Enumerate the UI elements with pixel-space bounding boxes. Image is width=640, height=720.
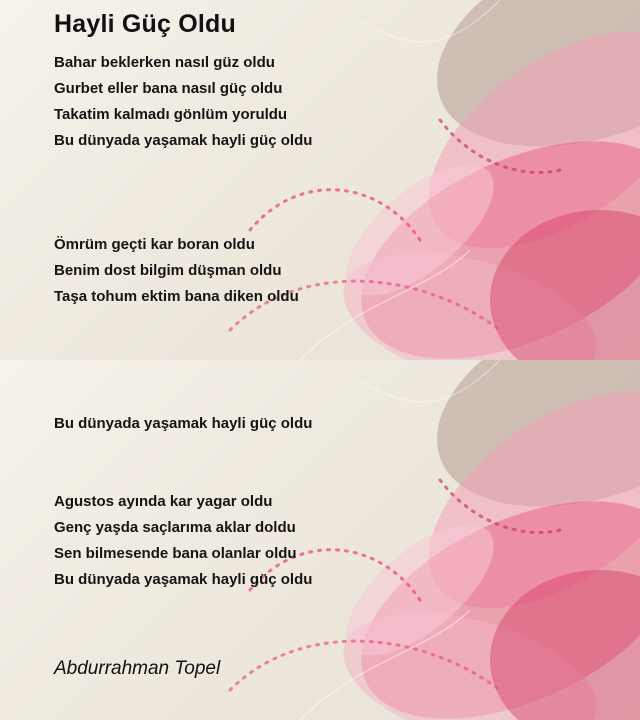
poem-line: Taşa tohum ektim bana diken oldu [54, 288, 299, 305]
stanza-1 [54, 50, 312, 154]
stanza-4 [54, 489, 312, 593]
poem-line: Genç yaşda saçlarıma aklar doldu [54, 519, 296, 536]
stanza-3 [54, 411, 312, 437]
poem-line: Ömrüm geçti kar boran oldu [54, 236, 255, 253]
poem-line: Benim dost bilgim düşman oldu [54, 262, 282, 279]
poem-line: Agustos ayında kar yagar oldu [54, 493, 273, 510]
poem-line: Gurbet eller bana nasıl güç oldu [54, 80, 283, 97]
poem-line: Sen bilmesende bana olanlar oldu [54, 545, 297, 562]
poem-line: Bu dünyada yaşamak hayli güç oldu [54, 415, 313, 432]
poem-line: Bu dünyada yaşamak hayli güç oldu [54, 132, 313, 149]
stanza-2 [54, 232, 299, 310]
author-name: Abdurrahman Topel [54, 658, 221, 679]
poem-title: Hayli Güç Oldu [54, 10, 236, 38]
poem-line: Bahar beklerken nasıl güz oldu [54, 54, 275, 71]
poem-line: Bu dünyada yaşamak hayli güç oldu [54, 571, 313, 588]
poem-line: Takatim kalmadı gönlüm yoruldu [54, 106, 288, 123]
